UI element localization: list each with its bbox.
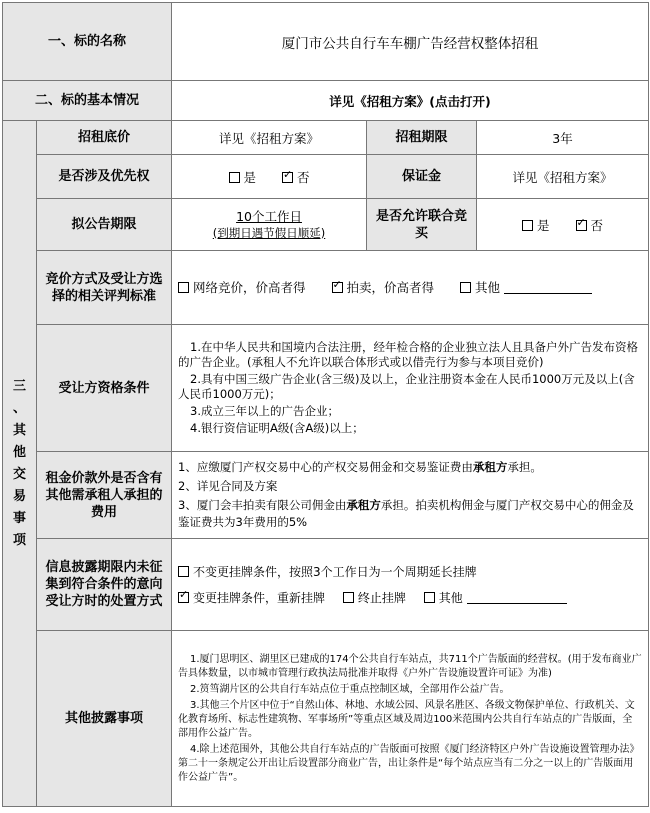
qualification-item: 3.成立三年以上的广告企业； — [190, 404, 339, 418]
disclosure-terminate-label: 终止挂牌 — [357, 590, 406, 605]
other-item: 1.厦门思明区、湖里区已建成的174个公共自行车站点，共711个广告版面的经营权。(用于发布商业广告具体数量，以市城市管理行政执法局批准并取得《户外广告设施设置许可证》为准) — [178, 653, 642, 679]
priority-label: 是否涉及优先权 — [37, 155, 172, 199]
bidding-online-label: 网络竞价，价高者得 — [193, 279, 306, 295]
name-value: 厦门市公共自行车车棚广告经营权整体招租 — [172, 3, 649, 81]
disclosure-options — [172, 539, 649, 631]
bidding-other-blank[interactable] — [504, 281, 592, 294]
bidding-label: 竞价方式及受让方选择的相关评判标准 — [37, 251, 172, 325]
name-label: 一、标的名称 — [3, 3, 172, 81]
deposit-label: 保证金 — [367, 155, 477, 199]
notice-value-line1: 10个工作日 — [236, 208, 302, 224]
bidding-other-label: 其他 — [475, 279, 501, 295]
priority-options — [172, 155, 367, 199]
qualification-item: 1.在中华人民共和国境内合法注册，经年检合格的企业独立法人且具备户外广告发布资格的广告企业。(承租人不允许以联合体形式或以借壳行为参与本项目竞价) — [178, 340, 638, 369]
notice-value — [172, 199, 367, 251]
bidding-options — [172, 251, 649, 325]
joint-yes-label: 是 — [537, 217, 550, 233]
other-item: 3.其他三个片区中位于“自然山体、林地、水域公园、风景名胜区、各级文物保护单位、行政机关、文化教育场所、标志性建筑物、军事场所”等重点区域及周边100米范围内公共自行车站点的广告版面，全部用作公益广告。 — [178, 699, 635, 739]
priority-no-label: 否 — [297, 169, 310, 185]
notice-value-line2: (到期日遇节假日顺延) — [212, 225, 326, 240]
section-label: 三 、 其 他 交 易 事 项 — [3, 121, 37, 807]
reserve-label: 招租底价 — [37, 121, 172, 155]
fees-line1: 1、应缴厦门产权交易中心的产权交易佣金和交易鉴证费由 — [178, 460, 473, 474]
fees-line2: 2、详见合同及方案 — [178, 479, 278, 493]
other-label: 其他披露事项 — [37, 631, 172, 807]
disclosure-other-checkbox[interactable] — [424, 592, 435, 603]
qualification-item: 2.具有中国三级广告企业(含三级)及以上，企业注册资本金在人民币1000万元及以上(含人民币1000万元)； — [178, 372, 635, 401]
qualification-label: 受让方资格条件 — [37, 325, 172, 452]
disclosure-terminate-checkbox[interactable] — [343, 592, 354, 603]
disclosure-other-blank[interactable] — [467, 591, 567, 604]
disclosure-relist-checkbox[interactable] — [178, 592, 189, 603]
priority-yes-label: 是 — [243, 169, 257, 185]
fees-line3-end: 承担。拍卖机构佣金与厦门产权交易中心的佣金及鉴证费共为3年费用的5% — [178, 498, 634, 529]
bidding-auction-label: 拍卖，价高者得 — [346, 279, 435, 295]
fees-text — [172, 452, 649, 539]
period-label: 招租期限 — [367, 121, 477, 155]
period-value: 3年 — [477, 121, 649, 155]
deposit-value: 详见《招租方案》 — [477, 155, 649, 199]
joint-yes-checkbox[interactable] — [522, 220, 533, 231]
joint-options — [477, 199, 649, 251]
fees-line1-end: 承担。 — [507, 460, 542, 474]
bidding-other-checkbox[interactable] — [460, 282, 471, 293]
other-list — [172, 631, 649, 807]
fees-line3-bold: 承租方 — [346, 498, 381, 512]
disclosure-extend-checkbox[interactable] — [178, 566, 189, 577]
other-item: 2.筼筜湖片区的公共自行车站点位于重点控制区域，全部用作公益广告。 — [190, 683, 510, 695]
qualification-list — [172, 325, 649, 452]
reserve-value: 详见《招租方案》 — [172, 121, 367, 155]
bidding-auction-checkbox[interactable] — [332, 282, 343, 293]
other-item: 4.除上述范围外，其他公共自行车站点的广告版面可按照《厦门经济特区户外广告设施设置管理办法》第二十一条规定公开出让后设置部分商业广告，出让条件是“每个站点应当有二分之一以上的广告版面用作公益广告”。 — [178, 743, 640, 783]
joint-label: 是否允许联合竞买 — [367, 199, 477, 251]
disclosure-label: 信息披露期限内未征集到符合条件的意向受让方时的处置方式 — [37, 539, 172, 631]
joint-no-checkbox[interactable] — [576, 220, 587, 231]
fees-label: 租金价款外是否含有其他需承租人承担的费用 — [37, 452, 172, 539]
qualification-item: 4.银行资信证明A级(含A级)以上； — [190, 421, 364, 435]
notice-label: 拟公告期限 — [37, 199, 172, 251]
basic-label: 二、标的基本情况 — [3, 81, 172, 121]
bidding-online-checkbox[interactable] — [178, 282, 189, 293]
disclosure-extend-label: 不变更挂牌条件，按照3个工作日为一个周期延长挂牌 — [193, 564, 477, 579]
joint-no-label: 否 — [590, 217, 604, 233]
basic-value-link[interactable]: 详见《招租方案》(点击打开) — [172, 81, 649, 121]
priority-no-checkbox[interactable] — [282, 172, 293, 183]
fees-line3: 3、厦门会丰拍卖有限公司佣金由 — [178, 498, 347, 512]
disclosure-relist-label: 变更挂牌条件，重新挂牌 — [193, 590, 326, 605]
priority-yes-checkbox[interactable] — [229, 172, 240, 183]
fees-line1-bold: 承租方 — [472, 460, 508, 474]
listing-table — [2, 2, 649, 807]
disclosure-other-label: 其他 — [438, 590, 463, 605]
